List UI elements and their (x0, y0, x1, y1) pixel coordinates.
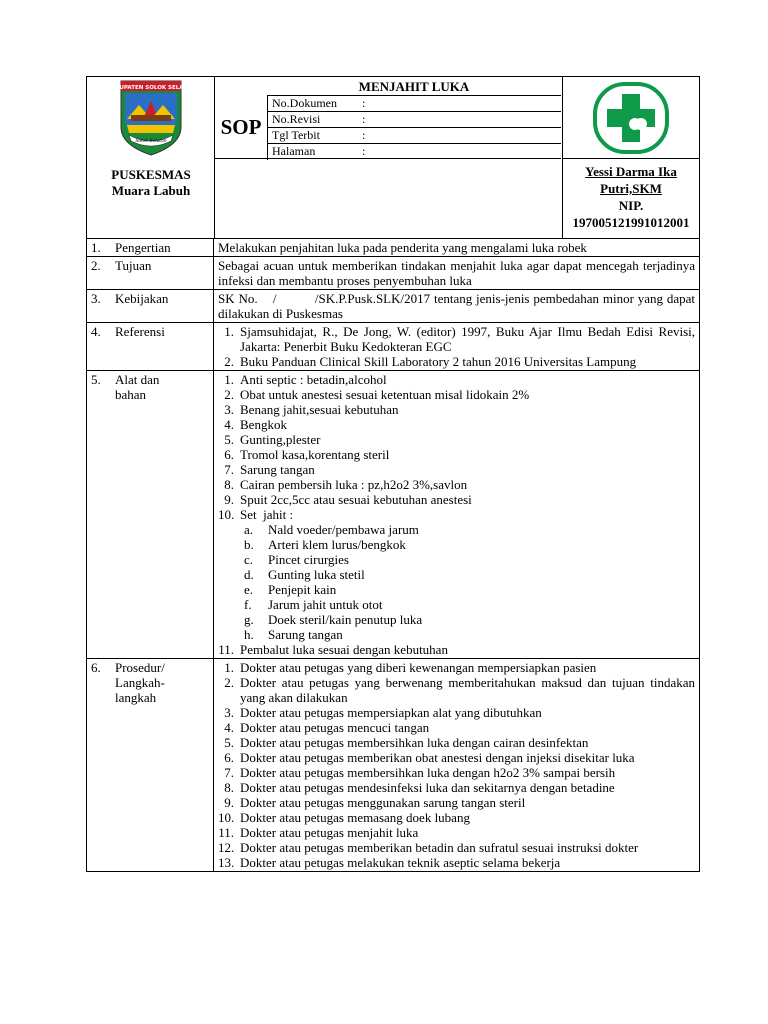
section-row-tujuan (87, 257, 699, 290)
section-row-pengertian (87, 239, 699, 257)
section-text: Sebagai acuan untuk memberikan tindakan menjahit luka agar dapat mencegah terjadinya infeksi dan membantu proses penyembuhan luka (214, 257, 700, 290)
meta-sep: : (362, 96, 366, 110)
list-item: f. Jarum jahit untuk otot (244, 597, 383, 612)
list-item: 4. Dokter atau petugas mencuci tangan (224, 720, 430, 735)
meta-row-no-revisi (268, 112, 561, 128)
list-item: 1. Sjamsuhidajat, R., De Jong, W. (editor) 1997, Buku Ajar Ilmu Bedah Edisi Revisi, Jakarta: Penerbit Buku Kedokteran EGC (224, 324, 695, 354)
list-item: h. Sarung tangan (244, 627, 343, 642)
section-label: Pengertian (115, 240, 171, 255)
meta-sep: : (362, 112, 366, 126)
regency-logo (87, 77, 215, 159)
signer-nip: 197005121991012001 (572, 215, 690, 230)
list-item: 11. Dokter atau petugas menjahit luka (218, 825, 419, 840)
list-item: 2. Obat untuk anestesi sesuai ketentuan misal lidokain 2% (224, 387, 530, 402)
list-item: 8. Dokter atau petugas mendesinfeksi luka dan sekitarnya dengan betadine (224, 780, 615, 795)
alat-list-end (218, 642, 695, 657)
meta-sep: : (362, 128, 366, 142)
prosedur-list (218, 660, 695, 870)
section-number: 5. (91, 372, 101, 387)
list-item: 5. Gunting,plester (224, 432, 321, 447)
meta-sep: : (362, 144, 366, 158)
section-text: Melakukan penjahitan luka pada penderita yang mengalami luka robek (218, 240, 587, 255)
sop-label: SOP (220, 114, 262, 139)
list-item: 5. Dokter atau petugas membersihkan luka dengan cairan desinfektan (224, 735, 589, 750)
list-item: e. Penjepit kain (244, 582, 337, 597)
list-item: 10. Dokter atau petugas memasang doek lubang (218, 810, 470, 825)
list-item: 11. Pembalut luka sesuai dengan kebutuhan (218, 642, 448, 657)
meta-key: Tgl Terbit (272, 128, 320, 142)
section-number: 1. (91, 240, 101, 255)
section-row-alat (87, 371, 699, 659)
set-jahit-sublist (218, 522, 695, 642)
sop-content-table (87, 239, 699, 871)
puskesmas-name (87, 167, 215, 199)
section-row-referensi (87, 323, 699, 371)
sop-meta-table (267, 95, 561, 160)
section-label: Referensi (115, 324, 165, 339)
section-number: 6. (91, 660, 101, 675)
list-item: 6. Dokter atau petugas memberikan obat anestesi dengan injeksi disekitar luka (224, 750, 635, 765)
list-item: 7. Dokter atau petugas membersihkan luka dengan h2o2 3% sampai bersih (224, 765, 616, 780)
section-row-prosedur (87, 659, 699, 872)
meta-key: No.Dokumen (272, 96, 337, 110)
meta-row-tgl-terbit (268, 128, 561, 144)
list-item: 1. Anti septic : betadin,alcohol (224, 372, 387, 387)
list-item: 1. Dokter atau petugas yang diberi kewenangan mempersiapkan pasien (224, 660, 597, 675)
list-item: 8. Cairan pembersih luka : pz,h2o2 3%,savlon (224, 477, 468, 492)
list-item: a. Nald voeder/pembawa jarum (244, 522, 419, 537)
section-number: 3. (91, 291, 101, 306)
meta-row-no-dokumen (268, 96, 561, 112)
referensi-list (218, 324, 695, 369)
sop-header (87, 77, 699, 239)
section-label: Alat dan bahan (115, 372, 160, 402)
list-item: 9. Spuit 2cc,5cc atau sesuai kebutuhan anestesi (224, 492, 472, 507)
list-item: c. Pincet cirurgies (244, 552, 349, 567)
section-label: Tujuan (115, 258, 152, 273)
alat-list (218, 372, 695, 522)
section-number: 4. (91, 324, 101, 339)
section-row-kebijakan (87, 290, 699, 323)
signer-block (563, 163, 699, 231)
section-label: Prosedur/ Langkah- langkah (115, 660, 165, 705)
meta-key: Halaman (272, 144, 316, 158)
signer-name-line2: Putri,SKM (600, 181, 662, 196)
signer-nip-label: NIP. (618, 198, 644, 213)
logo-text-top: KABUPATEN SOLOK SELATAN (106, 85, 196, 91)
signer-cell (563, 77, 699, 238)
list-item: 9. Dokter atau petugas menggunakan sarung tangan steril (224, 795, 526, 810)
list-item: 2. Dokter atau petugas yang berwenang memberitahukan maksud dan tujuan tindakan yang akan dilakukan (224, 675, 695, 705)
list-item: 7. Sarung tangan (224, 462, 315, 477)
list-item: 3. Benang jahit,sesuai kebutuhan (224, 402, 399, 417)
list-item: 6. Tromol kasa,korentang steril (224, 447, 390, 462)
signer-name-line1: Yessi Darma Ika (585, 164, 677, 179)
puskesmas-line1: PUSKESMAS (111, 167, 191, 182)
puskesmas-line2: Muara Labuh (111, 183, 191, 198)
meta-row-halaman (268, 144, 561, 160)
section-label: Kebijakan (115, 291, 169, 306)
logo-text-bottom: Solok Selatan (135, 139, 167, 144)
regency-logo-cell (87, 77, 215, 238)
section-number: 2. (91, 258, 101, 273)
list-item: g. Doek steril/kain penutup luka (244, 612, 423, 627)
list-item: 2. Buku Panduan Clinical Skill Laboratory 2 tahun 2016 Universitas Lampung (224, 354, 637, 369)
list-item: b. Arteri klem lurus/bengkok (244, 537, 406, 552)
list-item: 10. Set jahit : (218, 507, 294, 522)
list-item: 13. Dokter atau petugas melakukan teknik aseptic selama bekerja (218, 855, 561, 870)
sop-title-block (215, 77, 561, 159)
list-item: 12. Dokter atau petugas memberikan betadin dan sufratul sesuai instruksi dokter (218, 840, 639, 855)
sop-title: MENJAHIT LUKA (358, 79, 470, 94)
puskesmas-logo (563, 77, 699, 159)
sop-title-cell (215, 77, 563, 238)
sop-document (86, 76, 700, 872)
meta-key: No.Revisi (272, 112, 321, 126)
list-item: d. Gunting luka stetil (244, 567, 365, 582)
list-item: 4. Bengkok (224, 417, 287, 432)
section-text: SK No. / /SK.P.Pusk.SLK/2017 tentang jenis-jenis pembedahan minor yang dapat dilakukan di Puskesmas (214, 290, 700, 323)
list-item: 3. Dokter atau petugas mempersiapkan alat yang dibutuhkan (224, 705, 542, 720)
